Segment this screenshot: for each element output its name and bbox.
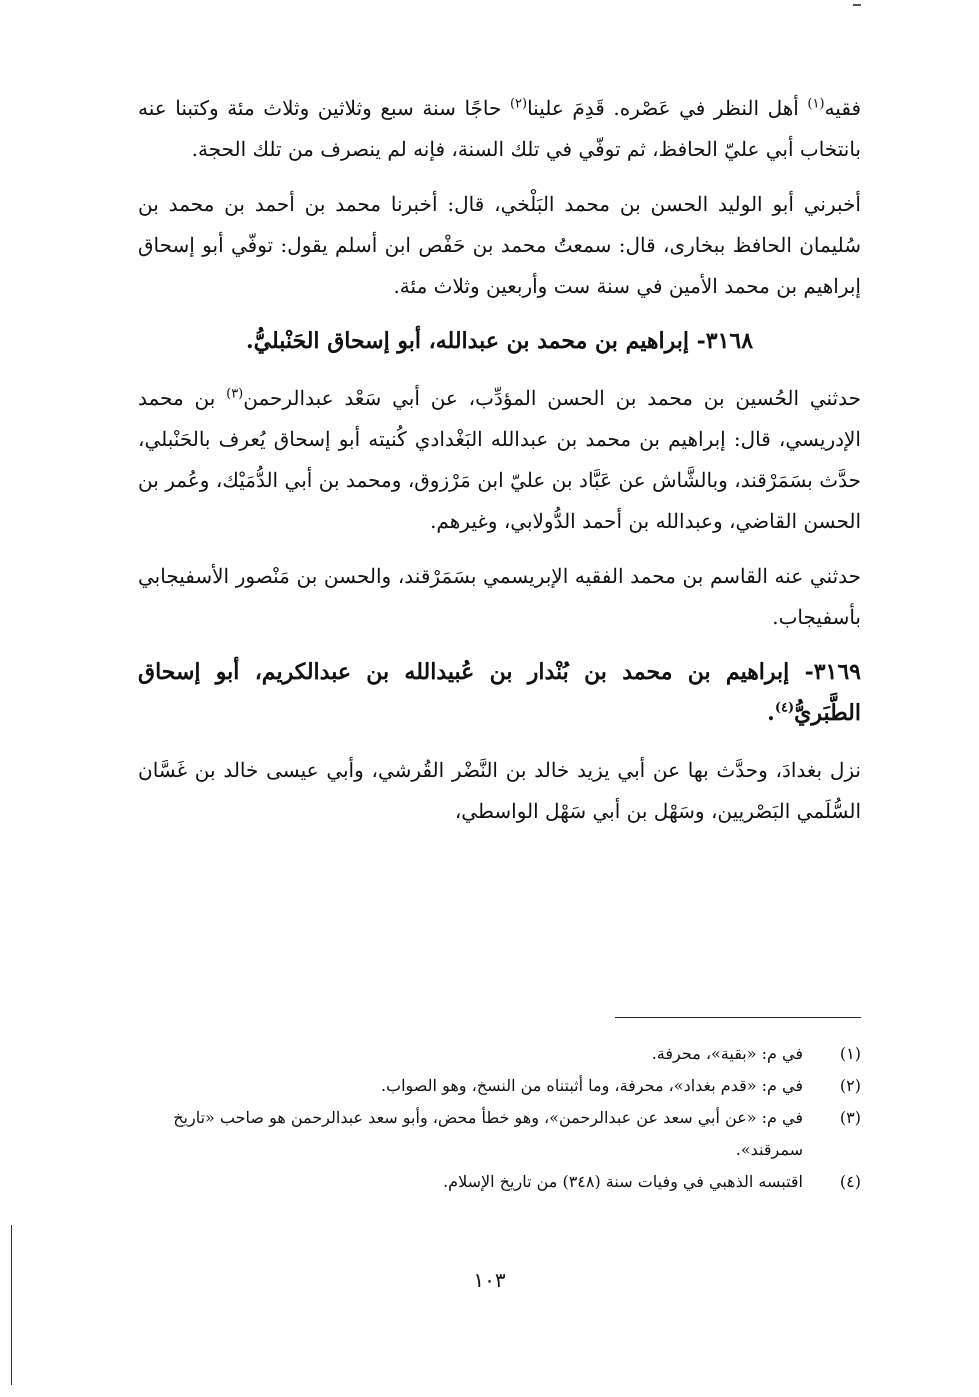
footnote-1 bbox=[142, 1038, 861, 1070]
footnote-text: في م: «عن أبي سعد عن عبدالرحمن»، وهو خطأ محض، وأبو سعد عبدالرحمن هو صاحب «تاريخ سمرقند». bbox=[173, 1108, 803, 1159]
footnote-text: في م: «بقية»، محرفة. bbox=[651, 1044, 803, 1063]
entry-number-3168: ٣١٦٨- bbox=[696, 328, 754, 354]
footnote-ref-3: (٣) bbox=[226, 386, 244, 402]
entry-title-3169: إبراهيم بن محمد بن بُنْدار بن عُبيدالله بن عبدالكريم، أبو إسحاق الطَّبَريُّ bbox=[138, 659, 861, 726]
paragraph-4: حدثني عنه القاسم بن محمد الفقيه الإبريسمي بسَمَرْقند، والحسن بن مَنْصور الأسفيجابي بأسفيجاب. bbox=[138, 564, 861, 629]
page-number: ١٠٣ bbox=[473, 1268, 506, 1292]
footnote-3 bbox=[142, 1102, 861, 1166]
footnote-text: اقتبسه الذهبي في وفيات سنة (٣٤٨) من تاريخ الإسلام. bbox=[443, 1172, 803, 1191]
footnote-number: (١) bbox=[839, 1044, 861, 1063]
entry-heading-3169 bbox=[138, 652, 861, 734]
footnotes bbox=[142, 1038, 861, 1198]
footnote-2 bbox=[142, 1070, 861, 1102]
paragraph-3-part-1: حدثني الحُسين بن محمد بن الحسن المؤدِّب، عن أبي سَعْد عبدالرحمن bbox=[243, 386, 861, 410]
entry-heading-3168 bbox=[138, 321, 861, 362]
footnote-ref-4: (٤) bbox=[774, 700, 795, 716]
footnote-number: (٣) bbox=[839, 1108, 861, 1127]
paragraph-5: نزل بغدادَ، وحدَّث بها عن أبي يزيد خالد بن النَّضْر القُرشي، وأبي عيسى خالد بن غَسَّان السُّلَمي البَصْريين، وسَهْل بن أبي سَهْل الواسطي، bbox=[138, 758, 861, 823]
footnote-number: (٤) bbox=[839, 1172, 861, 1191]
footnote-4 bbox=[142, 1166, 861, 1198]
entry-title-3169-end: . bbox=[767, 700, 775, 726]
footnote-text: في م: «قدم بغداد»، محرفة، وما أثبتناه من النسخ، وهو الصواب. bbox=[380, 1076, 803, 1095]
main-text bbox=[138, 88, 861, 832]
footnote-ref-2: (٢) bbox=[509, 96, 528, 112]
footnote-ref-1: (١) bbox=[807, 96, 825, 112]
entry-title-3168: إبراهيم بن محمد بن عبدالله، أبو إسحاق الحَنْبليُّ. bbox=[245, 328, 697, 354]
paragraph-1-part-2: أهل النظر في عَصْره. قَدِمَ علينا bbox=[527, 96, 808, 120]
paragraph-1-part-1: فقيه bbox=[824, 96, 861, 120]
entry-number-3169: ٣١٦٩- bbox=[804, 659, 861, 685]
paragraph-3-part-2: بن محمد الإدريسي، قال: إبراهيم بن محمد بن عبدالله البَغْدادي كُنيته أبو إسحاق يُعرف بالحَنْبلي، حدَّث بسَمَرْقند، وبالشَّاش عن عَبَّاد بن عليّ ابن مَرْزوق، ومحمد بن أبي الدُّمَيْك، وعُمر بن الحسن القاضي، وعبدالله بن أحمد الدُّولابي، وغيرهم. bbox=[138, 386, 861, 533]
paragraph-1-part-3: حاجًا سنة سبع وثلاثين وثلاث مئة وكتبنا عنه بانتخاب أبي عليّ الحافظ، ثم توفّي في تلك السنة، فإنه لم ينصرف من تلك الحجة. bbox=[138, 96, 861, 161]
page-edge-tick bbox=[853, 4, 861, 6]
paragraph-3 bbox=[138, 378, 861, 542]
footnote-separator bbox=[615, 1017, 861, 1018]
paragraph-2: أخبرني أبو الوليد الحسن بن محمد البَلْخي، قال: أخبرنا محمد بن أحمد بن محمد بن سُليمان الحافظ ببخارى، قال: سمعتُ محمد بن حَفْص ابن أسلم يقول: توفّي أبو إسحاق إبراهيم بن محمد الأمين في سنة ست وأربعين وثلاث مئة. bbox=[138, 192, 861, 298]
paragraph-1 bbox=[138, 88, 861, 170]
page-edge-line bbox=[11, 1225, 12, 1385]
footnote-number: (٢) bbox=[839, 1076, 861, 1095]
